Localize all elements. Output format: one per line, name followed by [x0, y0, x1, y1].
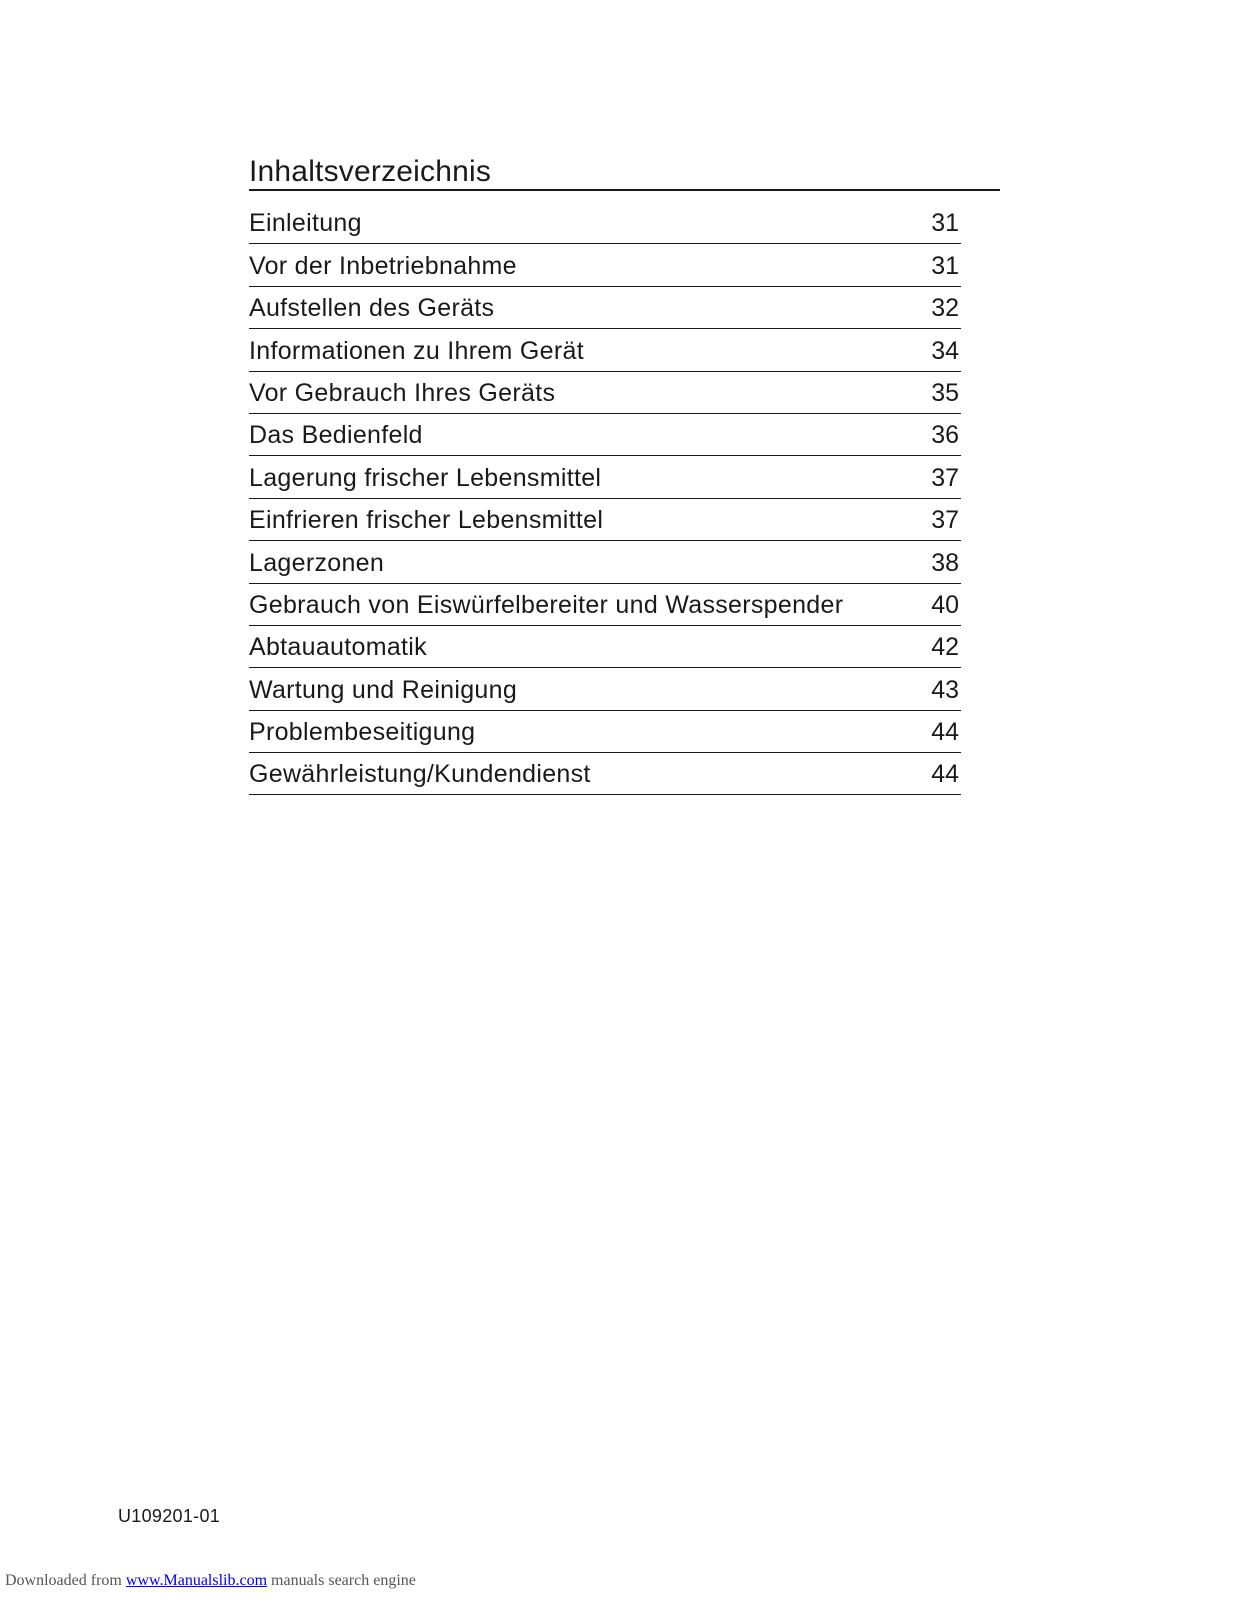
page-title: Inhaltsverzeichnis [249, 155, 492, 188]
toc-entry-title: Das Bedienfeld [249, 421, 423, 450]
toc-entry-page: 40 [931, 590, 959, 619]
toc-entry-page: 35 [931, 378, 959, 407]
toc-entry-title: Problembeseitigung [249, 718, 476, 747]
toc-entry-page: 32 [931, 294, 959, 323]
toc-entry-title: Aufstellen des Geräts [249, 294, 495, 323]
toc-entry-title: Informationen zu Ihrem Gerät [249, 336, 584, 365]
toc-entry[interactable] [249, 626, 961, 668]
toc-entry-title: Einfrieren frischer Lebensmittel [249, 506, 604, 535]
document-code: U109201-01 [118, 1506, 221, 1526]
download-suffix: manuals search engine [267, 1572, 416, 1589]
toc-entry[interactable] [249, 202, 961, 244]
toc-entry-page: 44 [931, 718, 959, 747]
toc-entry-title: Vor der Inbetriebnahme [249, 251, 517, 280]
toc-entry[interactable] [249, 499, 961, 541]
toc-entry[interactable] [249, 414, 961, 456]
toc-entry[interactable] [249, 287, 961, 329]
toc-entry-page: 31 [931, 251, 959, 280]
toc-entry-title: Vor Gebrauch Ihres Geräts [249, 378, 556, 407]
toc-entry-title: Gewährleistung/Kundendienst [249, 760, 591, 789]
toc-entry-page: 38 [931, 548, 959, 577]
toc-entry-page: 34 [931, 336, 959, 365]
toc-entry[interactable] [249, 541, 961, 583]
toc-list [249, 202, 961, 795]
toc-entry-title: Gebrauch von Eiswürfelbereiter und Wasserspender [249, 590, 844, 619]
toc-entry-page: 31 [931, 209, 959, 238]
toc-entry-page: 36 [931, 421, 959, 450]
manualslib-link[interactable]: www.Manualslib.com [125, 1572, 268, 1589]
toc-entry-title: Einleitung [249, 209, 362, 238]
toc-entry[interactable] [249, 584, 961, 626]
toc-entry[interactable] [249, 244, 961, 286]
toc-entry[interactable] [249, 372, 961, 414]
toc-entry[interactable] [249, 456, 961, 498]
download-footer [5, 1571, 416, 1591]
toc-entry[interactable] [249, 753, 961, 795]
toc-entry-title: Lagerung frischer Lebensmittel [249, 463, 602, 492]
toc-entry-title: Abtauautomatik [249, 633, 427, 662]
toc-heading [249, 155, 1000, 191]
toc-entry-page: 42 [931, 633, 959, 662]
toc-entry-page: 37 [931, 506, 959, 535]
toc-entry-page: 43 [931, 675, 959, 704]
toc-entry[interactable] [249, 668, 961, 710]
toc-entry[interactable] [249, 329, 961, 371]
toc-entry-title: Wartung und Reinigung [249, 675, 518, 704]
toc-entry-page: 37 [931, 463, 959, 492]
toc-entry-page: 44 [931, 760, 959, 789]
download-prefix: Downloaded from [5, 1572, 126, 1589]
toc-entry-title: Lagerzonen [249, 548, 385, 577]
toc-entry[interactable] [249, 711, 961, 753]
